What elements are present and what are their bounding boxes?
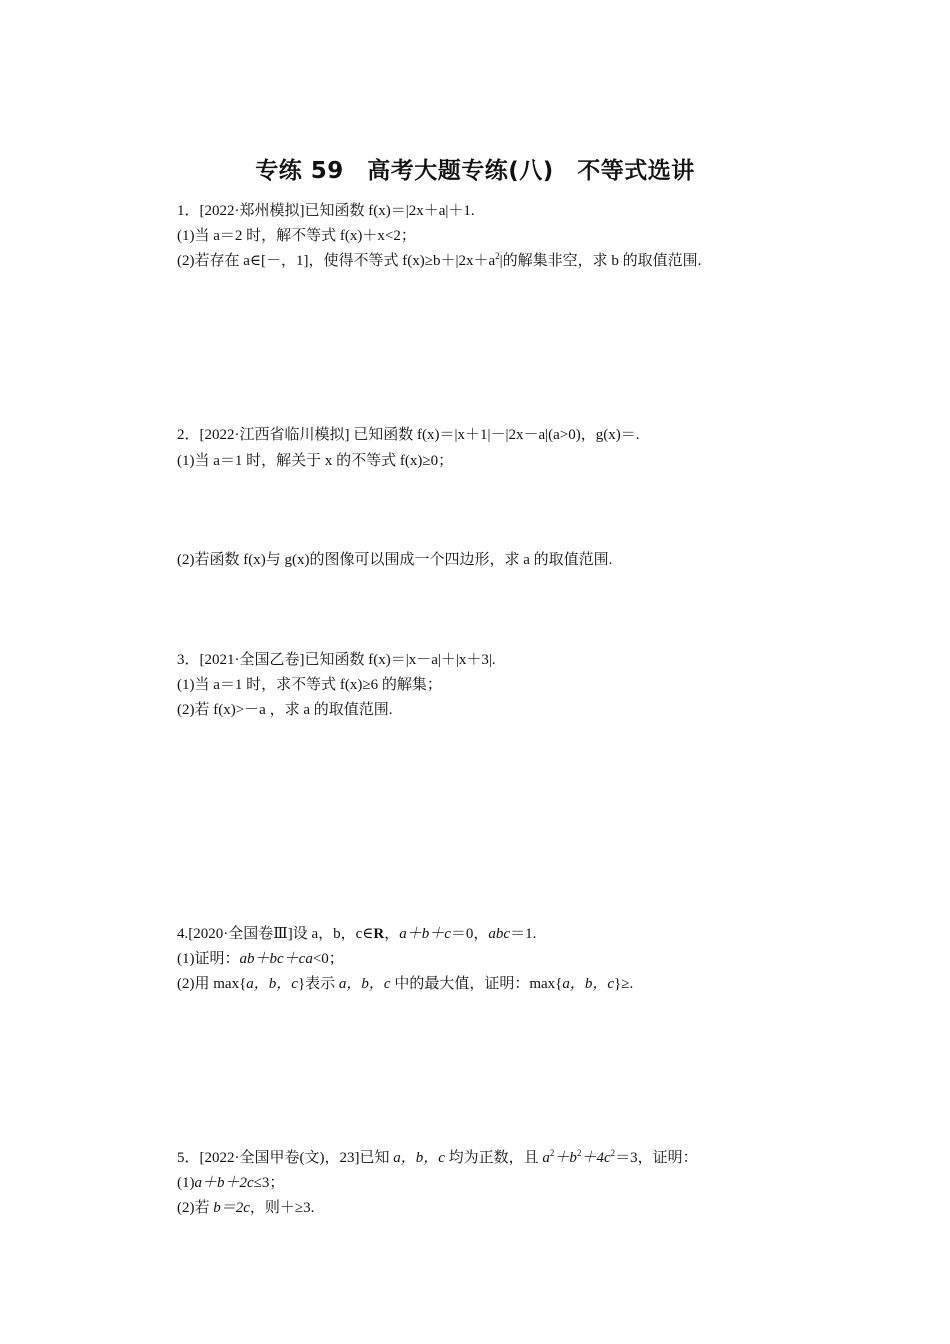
q2-part2: (2)若函数 f(x)与 g(x)的图像可以围成一个四边形，求 a 的取值范围.: [177, 552, 613, 568]
q4-stem: 4.[2020·全国卷Ⅲ]设 a，b，c∈R，a＋b＋c＝0，abc＝1.: [177, 926, 537, 942]
q4-part2: (2)用 max{a，b，c}表示 a，b，c 中的最大值，证明：max{a，b，c}≥.: [177, 976, 634, 992]
q3-part1: (1)当 a＝1 时，求不等式 f(x)≥6 的解集；: [177, 677, 442, 693]
q5-part1: (1)a＋b＋2c≤3；: [177, 1175, 285, 1191]
q1-part1: (1)当 a＝2 时，解不等式 f(x)＋x<2；: [177, 228, 416, 244]
q1-stem: 1．[2022·郑州模拟]已知函数 f(x)＝|2x＋a|＋1.: [177, 203, 475, 219]
q2-part1: (1)当 a＝1 时，解关于 x 的不等式 f(x)≥0；: [177, 453, 454, 469]
q4-part1: (1)证明：ab＋bc＋ca<0；: [177, 951, 344, 967]
page-title: 专练 59 高考大题专练(八) 不等式选讲: [255, 158, 695, 184]
q1-part2: (2)若存在 a∈[－，1]，使得不等式 $f(x)\ge b+|2x+a^2|$的解集非空，求 b 的取值范围.: [177, 251, 702, 269]
q5-part2: (2)若 b＝2c，则＋≥3.: [177, 1200, 315, 1216]
q2-stem: 2．[2022·江西省临川模拟] 已知函数 f(x)＝|x＋1|－|2x－a|(a>0)，g(x)＝.: [177, 427, 640, 443]
q5-stem: 5．[2022·全国甲卷(文)，23]已知 a，b，c 均为正数，且 $a^2+b^2+4c^2=3$，证明：: [177, 1148, 698, 1166]
q3-part2: (2)若 f(x)>－a ，求 a 的取值范围.: [177, 702, 393, 718]
q3-stem: 3．[2021·全国乙卷]已知函数 f(x)＝|x－a|＋|x＋3|.: [177, 652, 496, 668]
